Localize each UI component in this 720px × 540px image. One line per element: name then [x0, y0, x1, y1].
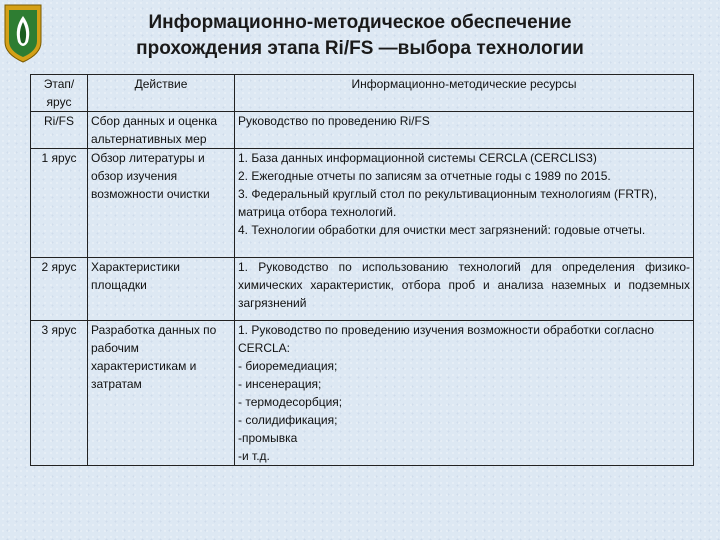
resource-line: 1. База данных информационной системы CERCLA (CERCLIS3) — [238, 151, 597, 165]
table-row — [31, 149, 694, 258]
table-row — [31, 112, 694, 149]
emblem-logo-icon — [2, 2, 44, 64]
resource-line: - солидификация; — [238, 413, 338, 427]
resource-line: -и т.д. — [238, 449, 270, 463]
header-stage: Этап/ ярус — [31, 75, 88, 112]
resource-line: 1. Руководство по использованию технологий для определения физико-химических характеристик, отбора проб и анализа наземных и подземных загрязнений — [238, 260, 690, 310]
resource-line: 4. Технологии обработки для очистки мест загрязнений: годовые отчеты. — [238, 223, 646, 237]
stage-cell: Ri/FS — [31, 112, 88, 149]
resource-line: 2. Ежегодные отчеты по записям за отчетные годы с 1989 по 2015. — [238, 169, 611, 183]
header-resources: Информационно-методические ресурсы — [235, 75, 694, 112]
stage-cell: 2 ярус — [31, 258, 88, 321]
header-action: Действие — [88, 75, 235, 112]
resources-cell — [235, 258, 694, 321]
table-header-row — [31, 75, 694, 112]
resource-line: - биоремедиация; — [238, 359, 338, 373]
action-cell: Разработка данных по рабочим характеристикам и затратам — [88, 321, 235, 466]
resource-line: 3. Федеральный круглый стол по рекультивационным технологиям (FRTR), матрица отбора технологий. — [238, 187, 658, 219]
resources-cell — [235, 321, 694, 466]
action-cell: Обзор литературы и обзор изучения возможности очистки — [88, 149, 235, 258]
resource-line: -промывка — [238, 431, 298, 445]
table-row — [31, 258, 694, 321]
resource-line: 1. Руководство по проведению изучения возможности обработки согласно CERCLA: — [238, 323, 655, 355]
action-cell: Сбор данных и оценка альтернативных мер — [88, 112, 235, 149]
resources-table — [30, 74, 694, 466]
resources-cell — [235, 112, 694, 149]
resource-line: - инсенерация; — [238, 377, 322, 391]
stage-cell: 1 ярус — [31, 149, 88, 258]
resource-line: - термодесорбция; — [238, 395, 343, 409]
action-cell: Характеристики площадки — [88, 258, 235, 321]
page-title — [60, 10, 660, 62]
table-row — [31, 321, 694, 466]
title-line-2: прохождения этапа Ri/FS —выбора технологии — [136, 38, 584, 59]
resources-cell — [235, 149, 694, 258]
resource-line: Руководство по проведению Ri/FS — [238, 114, 430, 128]
title-line-1: Информационно-методическое обеспечение — [148, 12, 572, 33]
stage-cell: 3 ярус — [31, 321, 88, 466]
